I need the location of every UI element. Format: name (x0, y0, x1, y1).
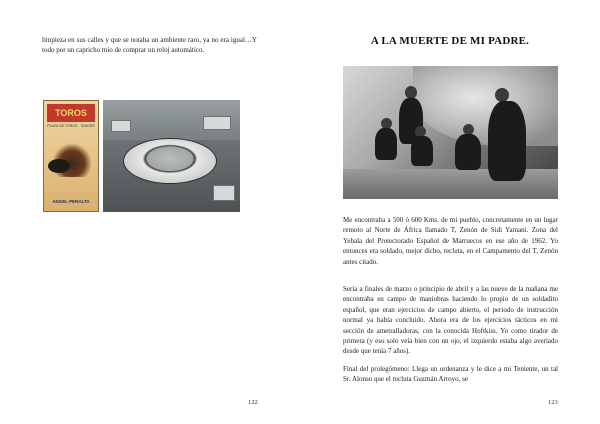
right-page (300, 0, 600, 424)
child-seated (375, 128, 397, 160)
person-head (495, 88, 509, 102)
poster-subtext: PLAZA DE TOROS · TANGER (47, 124, 95, 128)
bull-figure (48, 159, 70, 173)
photo-floor (343, 169, 558, 199)
family-photo (343, 66, 558, 199)
page-number-right: 123 (548, 399, 558, 406)
building (111, 120, 131, 132)
bullfight-poster-image (43, 100, 99, 212)
page-number-left: 122 (248, 399, 258, 406)
right-paragraph-1: Me encontraba a 500 ó 600 Kms. de mi pueblo, concretamente en un lugar remoto al Norte de África llamado T, Zenón de Sidi Yamani. Zona del Yebala del Protectorado Español de Marruecos en ese año de 1962. Yo entonces era soldado, mejor dicho, recluta, en el Campamento del T, Zenón antes citado. (343, 216, 558, 266)
building (203, 116, 231, 130)
right-paragraph-3: Final del prolegómeno: Llega un ordenanza y le dice a mi Teniente, un tal Sr. Alonso que el recluta Guzmán Arroyo, se (343, 365, 558, 384)
man-standing (488, 101, 526, 181)
child-seated (411, 136, 433, 166)
right-paragraph-2: Sería a finales de marzo o principio de abril y a las nueve de la mañana me encontraba en campo de maniobras haciendo lo propio de un soldadito español, que eran ejercicios de campo abierto, el periodo de instrucción normal ya había concluido. Ahora era de los ejercicios tácticos en mi sección de ametralladoras, con la conocida Hoftkiss. Yo como tirador de primera (y eso solo veía bien con un ojo, el izquierdo estaba algo averiado desde que tenía 7 años). (343, 285, 558, 356)
poster-heading: TOROS (47, 104, 95, 122)
bullring-aerial-photo (103, 100, 240, 212)
child-seated (455, 134, 481, 170)
poster-name: ANGEL PERALTA (52, 199, 90, 204)
building (213, 185, 235, 201)
chapter-title: A LA MUERTE DE MI PADRE. (370, 35, 530, 47)
bullring-arena (123, 138, 217, 184)
left-paragraph: limpieza en sus calles y que se notaba un ambiente raro, ya no era igual…Y todo por un capricho mío de comprar un reloj automático. (42, 36, 257, 55)
photo-rock-wall (413, 66, 558, 146)
